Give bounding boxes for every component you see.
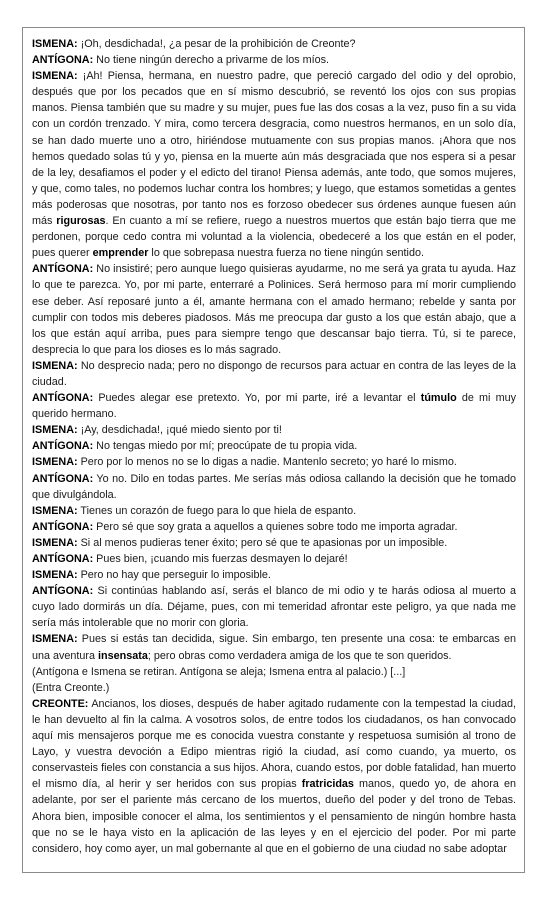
dialogue-text: ; pero obras como verdadera amiga de los que te son queridos. bbox=[147, 649, 452, 662]
speaker-name: ISMENA: bbox=[32, 70, 78, 83]
dialogue-text: ¡Oh, desdichada!, ¿a pesar de la prohibición de Creonte? bbox=[77, 38, 356, 50]
speaker-name: ANTÍGONA: bbox=[32, 585, 94, 598]
dialogue-text: Si continúas hablando así, serás el blanco de mi odio y te harás odiosa al muerto a cuyo lado dormirás un día. Déjame, pues, con mi temeridad afrontar este peligro, ya que nada me sería más intolerable que no morir con gloria. bbox=[32, 585, 516, 630]
dialogue-paragraph bbox=[32, 471, 516, 503]
dialogue-paragraph bbox=[32, 390, 516, 422]
dialogue-text: . En cuanto a mí se refiere, ruego a nuestros muertos que están bajo tierra que me perdonen, porque cedo contra mi voluntad a la violencia, obedeceré a los que están en el poder, pues querer bbox=[32, 215, 516, 260]
page-frame bbox=[22, 27, 525, 873]
speaker-name: ISMENA: bbox=[32, 456, 78, 469]
dialogue-paragraph bbox=[32, 583, 516, 631]
dialogue-text: Pero sé que soy grata a aquellos a quienes sobre todo me importa agradar. bbox=[93, 520, 458, 533]
speaker-name: CREONTE: bbox=[32, 697, 89, 710]
bold-term: emprender bbox=[92, 247, 149, 260]
dialogue-text: No insistiré; pero aunque luego quisieras ayudarme, no me será ya grata tu ayuda. Haz lo que te parezca. Yo, por mi parte, enterraré a Polinices. Será hermoso para mí morir cumpliendo ese deber. Así reposaré junto a él, amante hermana con el amado hermano; rebelde y santa por cumplir con todos mis deberes piadosos. Más me preocupa dar gusto a los que están abajo, que a los que están aquí arriba, pues para siempre tengo que descansar bajo tierra. Tú, si te parece, desprecia lo que para los dioses es lo más sagrado. bbox=[32, 263, 516, 356]
speaker-name: ANTÍGONA: bbox=[32, 472, 94, 485]
dialogue-paragraph bbox=[32, 52, 516, 68]
speaker-name: ISMENA: bbox=[32, 569, 78, 582]
dialogue-paragraph bbox=[32, 454, 516, 470]
dialogue-text: Pero por lo menos no se lo digas a nadie. Mantenlo secreto; yo haré lo mismo. bbox=[77, 456, 457, 469]
dialogue-paragraph bbox=[32, 519, 516, 535]
speaker-name: ISMENA: bbox=[32, 424, 78, 437]
dialogue-paragraph bbox=[32, 535, 516, 551]
dialogue-text: Si al menos pudieras tener éxito; pero sé que te apasionas por un imposible. bbox=[77, 536, 448, 549]
dialogue-text: Pues si estás tan decidida, sigue. Sin embargo, ten presente una cosa: te embarcas en una aventura bbox=[32, 633, 516, 662]
dialogue-text: No tengas miedo por mí; preocúpate de tu propia vida. bbox=[93, 440, 358, 453]
dialogue-paragraph bbox=[32, 567, 516, 583]
bold-term: fratricidas bbox=[301, 778, 354, 791]
speaker-name: ANTÍGONA: bbox=[32, 263, 94, 276]
dialogue-text: Yo no. Dilo en todas partes. Me serías más odiosa callando la decisión que he tomado que divulgándola. bbox=[32, 472, 516, 501]
dialogue-text: lo que sobrepasa nuestra fuerza no tiene ningún sentido. bbox=[148, 247, 424, 260]
speaker-name: ISMENA: bbox=[32, 359, 78, 372]
speaker-name: ANTÍGONA: bbox=[32, 553, 94, 565]
bold-term: túmulo bbox=[420, 392, 457, 405]
speaker-name: ISMENA: bbox=[32, 536, 78, 549]
dialogue-paragraph bbox=[32, 680, 516, 696]
dialogue-text: Puedes alegar ese pretexto. Yo, por mi parte, iré a levantar el bbox=[93, 392, 421, 405]
dialogue-paragraph bbox=[32, 358, 516, 390]
speaker-name: ISMENA: bbox=[32, 633, 78, 646]
dialogue-text: (Antígona e Ismena se retiran. Antígona se aleja; Ismena entra al palacio.) [...] bbox=[32, 665, 406, 678]
bold-term: insensata bbox=[98, 649, 148, 662]
dialogue-paragraph bbox=[32, 36, 516, 52]
dialogue-text: ¡Ah! Piensa, hermana, en nuestro padre, que pereció cargado del odio y del oprobio, después que por los pecados que en sí mismo descubrió, se reventó los ojos con sus propias manos. Piensa también que su madre y su mujer, pues fue las dos cosas a la vez, puso fin a su vida con un cordón trenzado. Y mira, como tercera desgracia, como nuestros hermanos, en un solo día, se han dado muerte uno a otro, hiriéndose mutuamente con sus propias manos. ¡Ahora que nos hemos quedado solas tú y yo, piensa en la muerte aún más desgraciada que nos espera si a pesar de la ley, desafiamos el poder y el edicto del tirano! Piensa además, ante todo, que somos mujeres, y que, como tales, no podemos luchar contra los hombres; y luego, que estamos sometidas a gentes más poderosas que nosotras, por tanto nos es forzoso obedecer sus órdenes aunque fuesen aún más bbox=[32, 70, 516, 228]
dialogue-paragraph bbox=[32, 631, 516, 663]
speaker-name: ISMENA: bbox=[32, 504, 78, 517]
speaker-name: ANTÍGONA: bbox=[32, 392, 94, 405]
dialogue-paragraph bbox=[32, 664, 516, 680]
document-body bbox=[32, 36, 516, 857]
speaker-name: ANTÍGONA: bbox=[32, 520, 94, 533]
dialogue-text: (Entra Creonte.) bbox=[32, 681, 110, 694]
dialogue-paragraph bbox=[32, 422, 516, 438]
dialogue-paragraph bbox=[32, 261, 516, 358]
dialogue-paragraph bbox=[32, 696, 516, 857]
dialogue-text: ¡Ay, desdichada!, ¡qué miedo siento por ti! bbox=[77, 424, 282, 437]
dialogue-paragraph bbox=[32, 438, 516, 454]
dialogue-text: Pues bien, ¡cuando mis fuerzas desmayen lo dejaré! bbox=[93, 553, 348, 565]
dialogue-text: manos, quedo yo, de ahora en adelante, por ser el pariente más cercano de los muertos, dueño del poder y del trono de Tebas. Ahora bien, imposible conocer el alma, los sentimientos y el pensamiento de ningún hombre hasta que no se le haya visto en la aplicación de las leyes y en el ejercicio del poder. Por mi parte considero, hoy como ayer, un mal gobernante al que en el gobierno de una ciudad no sabe adoptar bbox=[32, 778, 516, 855]
speaker-name: ISMENA: bbox=[32, 38, 78, 50]
dialogue-text: No desprecio nada; pero no dispongo de recursos para actuar en contra de las leyes de la ciudad. bbox=[32, 359, 516, 388]
dialogue-text: Tienes un corazón de fuego para lo que hiela de espanto. bbox=[77, 504, 357, 517]
dialogue-paragraph bbox=[32, 551, 516, 567]
dialogue-paragraph bbox=[32, 503, 516, 519]
speaker-name: ANTÍGONA: bbox=[32, 440, 94, 453]
dialogue-text: de mi muy querido hermano. bbox=[32, 392, 516, 421]
speaker-name: ANTÍGONA: bbox=[32, 54, 94, 67]
dialogue-paragraph bbox=[32, 68, 516, 261]
dialogue-text: Ancianos, los dioses, después de haber agitado rudamente con la tempestad la ciudad, le han devuelto al fin la calma. A vosotros solos, de entre todos los ciudadanos, os han convocado aquí mis mensajeros porque me es conocida vuestra constante y respetuosa sumisión al trono de Layo, y vuestra devoción a Edipo mientras rigió la ciudad, así como cuando, ya muerto, os conservasteis fieles con constancia a sus hijos. Ahora, cuando estos, por doble fatalidad, han muerto el mismo día, al herir y ser heridos con sus propias bbox=[32, 697, 516, 791]
bold-term: rigurosas bbox=[56, 215, 106, 228]
dialogue-text: No tiene ningún derecho a privarme de los míos. bbox=[93, 54, 330, 67]
dialogue-text: Pero no hay que perseguir lo imposible. bbox=[77, 569, 271, 582]
